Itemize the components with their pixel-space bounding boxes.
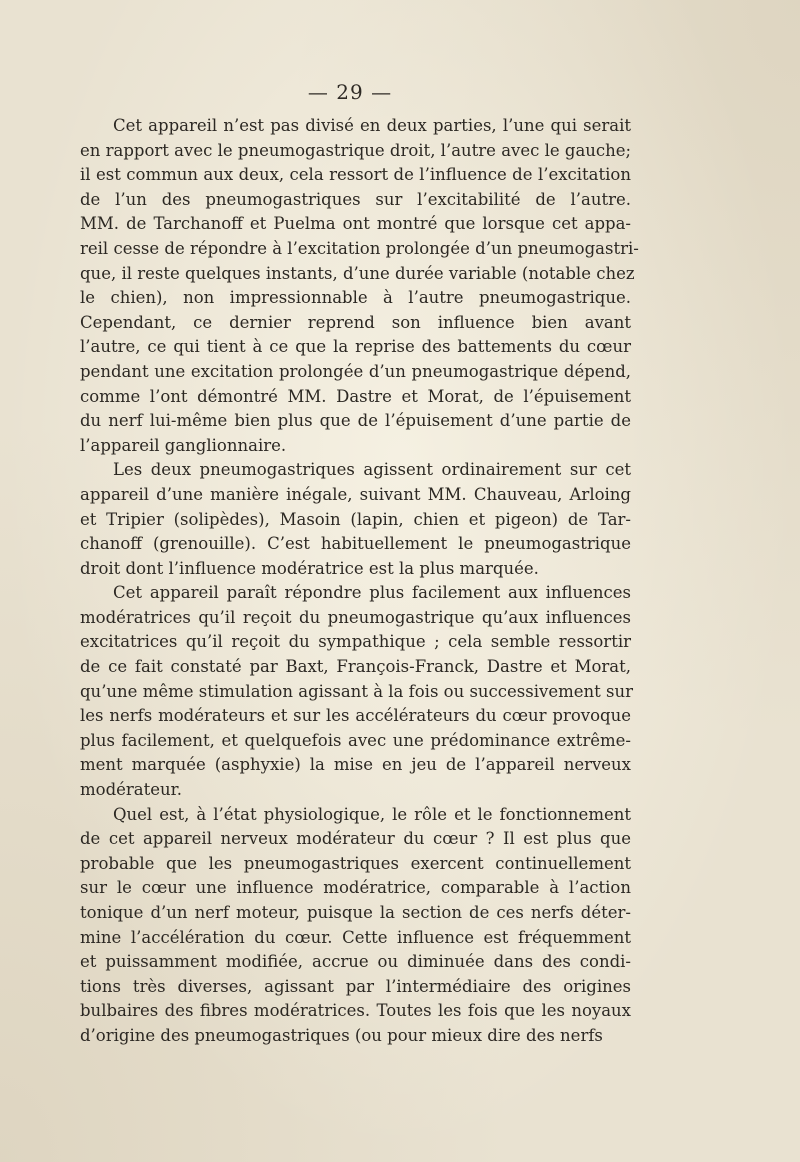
- body-text: [80, 114, 639, 1049]
- text-line: modératrices qu’il reçoit du pneumogastrique qu’aux influences: [80, 607, 631, 627]
- text-line: tions très diverses, agissant par l’intermédiaire des origines: [80, 976, 631, 996]
- text-line: le chien), non impressionnable à l’autre pneumogastrique.: [80, 288, 631, 308]
- text-line: mine l’accélération du cœur. Cette influence est fréquemment: [80, 927, 631, 947]
- text-line: Les deux pneumogastriques agissent ordinairement sur cet: [80, 460, 631, 480]
- text-line: les nerfs modérateurs et sur les accélérateurs du cœur provoque: [80, 706, 631, 726]
- text-line: que, il reste quelques instants, d’une durée variable (notable chez: [80, 263, 635, 283]
- text-line: tonique d’un nerf moteur, puisque la section de ces nerfs déter-: [80, 903, 631, 922]
- text-line: et puissamment modifiée, accrue ou diminuée dans des condi-: [80, 952, 631, 972]
- page-number: — 29 —: [307, 80, 393, 104]
- text-line: qu’une même stimulation agissant à la fois ou successivement sur: [80, 681, 633, 701]
- text-line: modérateur.: [80, 780, 182, 800]
- text-line: l’autre, ce qui tient à ce que la reprise des battements du cœur: [80, 337, 631, 357]
- text-line: du nerf lui-même bien plus que de l’épuisement d’une partie de: [80, 411, 631, 431]
- text-line: et Tripier (solipèdes), Masoin (lapin, chien et pigeon) de Tar-: [80, 509, 631, 529]
- text-line: de l’un des pneumogastriques sur l’excitabilité de l’autre.: [80, 189, 631, 209]
- text-line: bulbaires des fibres modératrices. Toutes les fois que les noyaux: [80, 1001, 631, 1021]
- text-line: ment marquée (asphyxie) la mise en jeu de l’appareil nerveux: [80, 755, 631, 775]
- text-line: reil cesse de répondre à l’excitation prolongée d’un pneumogastri-: [80, 238, 639, 258]
- text-line: Cependant, ce dernier reprend son influence bien avant: [80, 312, 631, 332]
- text-line: Quel est, à l’état physiologique, le rôle et le fonctionnement: [80, 804, 631, 824]
- text-line: plus facilement, et quelquefois avec une prédominance extrême-: [80, 730, 631, 750]
- text-line: en rapport avec le pneumogastrique droit, l’autre avec le gauche;: [80, 140, 632, 160]
- text-line: comme l’ont démontré MM. Dastre et Morat, de l’épuisement: [80, 386, 631, 406]
- text-line: MM. de Tarchanoff et Puelma ont montré que lorsque cet appa-: [80, 214, 631, 234]
- text-line: de cet appareil nerveux modérateur du cœur ? Il est plus que: [80, 829, 631, 849]
- text-line: sur le cœur une influence modératrice, comparable à l’action: [80, 878, 631, 898]
- text-line: Cet appareil paraît répondre plus facilement aux influences: [80, 583, 631, 603]
- text-line: droit dont l’influence modératrice est la plus marquée.: [80, 558, 539, 578]
- text-line: chanoff (grenouille). C’est habituellement le pneumogastrique: [80, 534, 631, 554]
- text-line: appareil d’une manière inégale, suivant MM. Chauveau, Arloing: [80, 484, 631, 504]
- text-line: il est commun aux deux, cela ressort de l’influence de l’excitation: [80, 165, 631, 185]
- text-line: probable que les pneumogastriques exercent continuellement: [80, 853, 631, 873]
- text-line: l’appareil ganglionnaire.: [80, 435, 287, 455]
- text-line: d’origine des pneumogastriques (ou pour mieux dire des nerfs: [80, 1025, 603, 1045]
- text-line: de ce fait constaté par Baxt, François-Franck, Dastre et Morat,: [80, 657, 631, 677]
- text-line: pendant une excitation prolongée d’un pneumogastrique dépend,: [80, 361, 631, 381]
- text-line: excitatrices qu’il reçoit du sympathique ; cela semble ressortir: [80, 632, 631, 652]
- text-line: Cet appareil n’est pas divisé en deux parties, l’une qui serait: [80, 116, 631, 135]
